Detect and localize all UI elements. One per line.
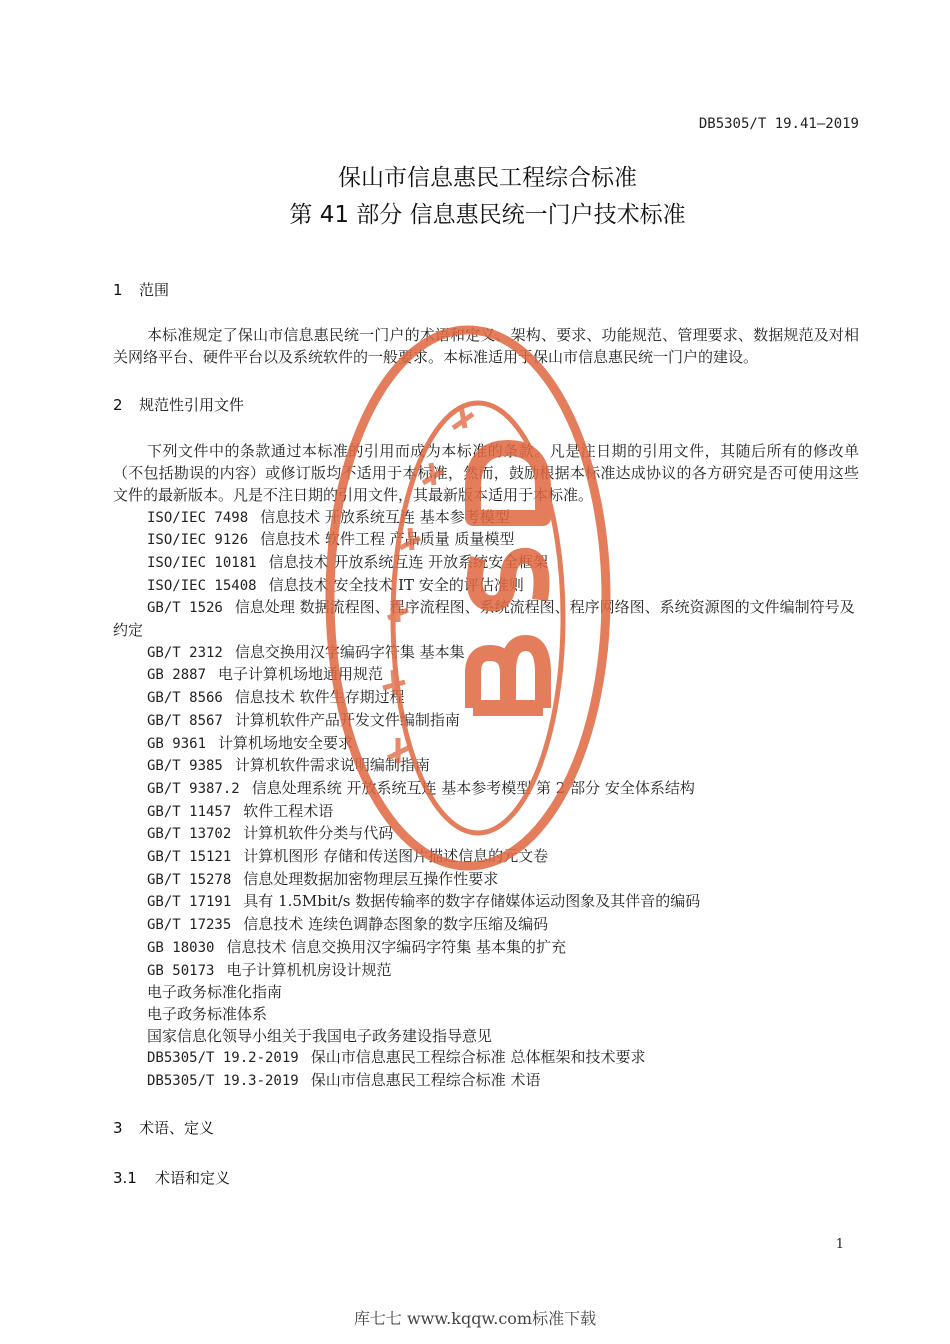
reference-code: GB 18030: [147, 939, 215, 956]
reference-item: [113, 687, 859, 710]
reference-code: DB5305/T 19.3-2019: [147, 1073, 299, 1090]
reference-code: GB/T 17191: [147, 894, 232, 911]
section-title: 术语、定义: [139, 1118, 215, 1137]
reference-title: 信息技术 软件生存期过程: [234, 688, 405, 707]
reference-list: [113, 507, 859, 1093]
reference-code: GB/T 8566: [147, 690, 223, 707]
section-heading-2: [113, 396, 859, 414]
reference-item: [113, 960, 859, 983]
reference-title: 具有 1.5Mbit/s 数据传输率的数字存储媒体运动图象及其伴音的编码: [243, 892, 701, 911]
reference-code: ISO/IEC 7498: [147, 509, 249, 526]
section-title: 规范性引用文件: [139, 396, 245, 415]
reference-title: 计算机软件需求说明编制指南: [234, 756, 430, 775]
reference-title: 计算机图形 存储和传送图片描述信息的元文卷: [243, 847, 549, 866]
reference-title: 软件工程术语: [243, 801, 334, 820]
reference-title: 信息技术 信息交换用汉字编码字符集 基本集的扩充: [226, 937, 566, 956]
reference-item: [113, 801, 859, 824]
reference-item: [113, 597, 859, 641]
section-number: 3: [113, 1118, 123, 1137]
reference-title: 计算机场地安全要求: [218, 733, 354, 752]
reference-item: [113, 1026, 859, 1048]
section-heading-3-1: [113, 1169, 859, 1187]
reference-code: GB/T 2312: [147, 644, 223, 661]
reference-code: GB 50173: [147, 962, 215, 979]
reference-item: [113, 891, 859, 914]
reference-title: 电子计算机机房设计规范: [226, 960, 392, 979]
reference-item: [113, 529, 859, 552]
reference-title: 信息技术 开放系统互连 基本参考模型: [260, 507, 510, 526]
reference-code: GB/T 11457: [147, 803, 232, 820]
document-code: DB5305/T 19.41—2019: [698, 116, 859, 132]
reference-item: [113, 575, 859, 598]
reference-item: [113, 846, 859, 869]
section-title: 术语和定义: [155, 1168, 231, 1187]
reference-item: [113, 1004, 859, 1026]
reference-title: 信息技术 开放系统互连 开放系统安全框架: [268, 552, 549, 571]
scope-paragraph: 本标准规定了保山市信息惠民统一门户的术语和定义、架构、要求、功能规范、管理要求、数据规范及对相关网络平台、硬件平台以及系统软件的一般要求。本标准适用于保山市信息惠民统一门户的建设。: [113, 326, 859, 366]
section-number: 2: [113, 396, 123, 415]
reference-title: 电子政务标准化指南: [147, 983, 283, 1002]
reference-code: ISO/IEC 10181: [147, 554, 257, 571]
reference-title: 信息技术 安全技术 IT 安全的评估准则: [268, 575, 524, 594]
reference-title: 信息技术 软件工程 产品质量 质量模型: [260, 530, 515, 549]
reference-title: 保山市信息惠民工程综合标准 总体框架和技术要求: [310, 1048, 646, 1067]
section-heading-3: [113, 1119, 859, 1137]
reference-title: 信息交换用汉字编码字符集 基本集: [234, 642, 465, 661]
reference-item: [113, 914, 859, 937]
reference-title: 电子计算机场地通用规范: [218, 665, 384, 684]
reference-code: GB/T 1526: [147, 600, 223, 617]
reference-item: [113, 710, 859, 733]
document-title: 保山市信息惠民工程综合标准: [338, 165, 637, 191]
reference-item: [113, 982, 859, 1004]
references-intro-paragraph: 下列文件中的条款通过本标准的引用而成为本标准的条款。凡是注日期的引用文件，其随后所有的修改单（不包括勘误的内容）或修订版均不适用于本标准，然而，鼓励根据本标准达成协议的各方研究是否可使用这些文件的最新版本。凡是不注日期的引用文件，其最新版本适用于本标准。: [113, 442, 859, 504]
reference-item: [113, 552, 859, 575]
reference-title: 信息处理数据加密物理层互操作性要求: [243, 869, 499, 888]
reference-item: [113, 1070, 859, 1093]
reference-item: [113, 733, 859, 756]
reference-code: GB/T 17235: [147, 917, 232, 934]
reference-item: [113, 869, 859, 892]
section-heading-1: [113, 281, 859, 299]
reference-code: GB/T 9385: [147, 758, 223, 775]
reference-title: 计算机软件产品开发文件编制指南: [234, 710, 460, 729]
page-number: 1: [835, 1237, 844, 1252]
reference-item: [113, 778, 859, 801]
reference-code: GB 2887: [147, 667, 207, 684]
document-subtitle: 第 41 部分 信息惠民统一门户技术标准: [289, 202, 686, 228]
reference-code: ISO/IEC 9126: [147, 532, 249, 549]
reference-item: [113, 642, 859, 665]
reference-title: 电子政务标准体系: [147, 1004, 268, 1023]
reference-item: [113, 937, 859, 960]
reference-title: 保山市信息惠民工程综合标准 术语: [310, 1071, 541, 1090]
reference-code: GB/T 15278: [147, 871, 232, 888]
reference-code: GB/T 13702: [147, 826, 232, 843]
reference-code: ISO/IEC 15408: [147, 577, 257, 594]
reference-item: [113, 823, 859, 846]
reference-code: DB5305/T 19.2-2019: [147, 1050, 299, 1067]
reference-title: 信息处理系统 开放系统互连 基本参考模型 第 2 部分 安全体系结构: [251, 778, 695, 797]
section-number: 1: [113, 281, 123, 299]
section-title: 范围: [139, 281, 170, 299]
reference-item: [113, 1047, 859, 1070]
reference-title: 信息技术 连续色调静态图象的数字压缩及编码: [243, 915, 549, 934]
reference-code: GB 9361: [147, 735, 207, 752]
footer-watermark: 库七七 www.kqqw.com标准下载: [353, 1309, 597, 1328]
reference-code: GB/T 8567: [147, 712, 223, 729]
reference-item: [113, 755, 859, 778]
reference-title: 信息处理 数据流程图、程序流程图、系统流程图、程序网络图、系统资源图的文件编制符号及约定: [113, 598, 855, 640]
section-number: 3.1: [113, 1168, 137, 1187]
reference-item: [113, 664, 859, 687]
reference-code: GB/T 9387.2: [147, 780, 240, 797]
reference-title: 国家信息化领导小组关于我国电子政务建设指导意见: [147, 1026, 493, 1045]
reference-item: [113, 507, 859, 530]
document-body: [113, 281, 859, 1187]
reference-code: GB/T 15121: [147, 849, 232, 866]
reference-title: 计算机软件分类与代码: [243, 824, 394, 843]
